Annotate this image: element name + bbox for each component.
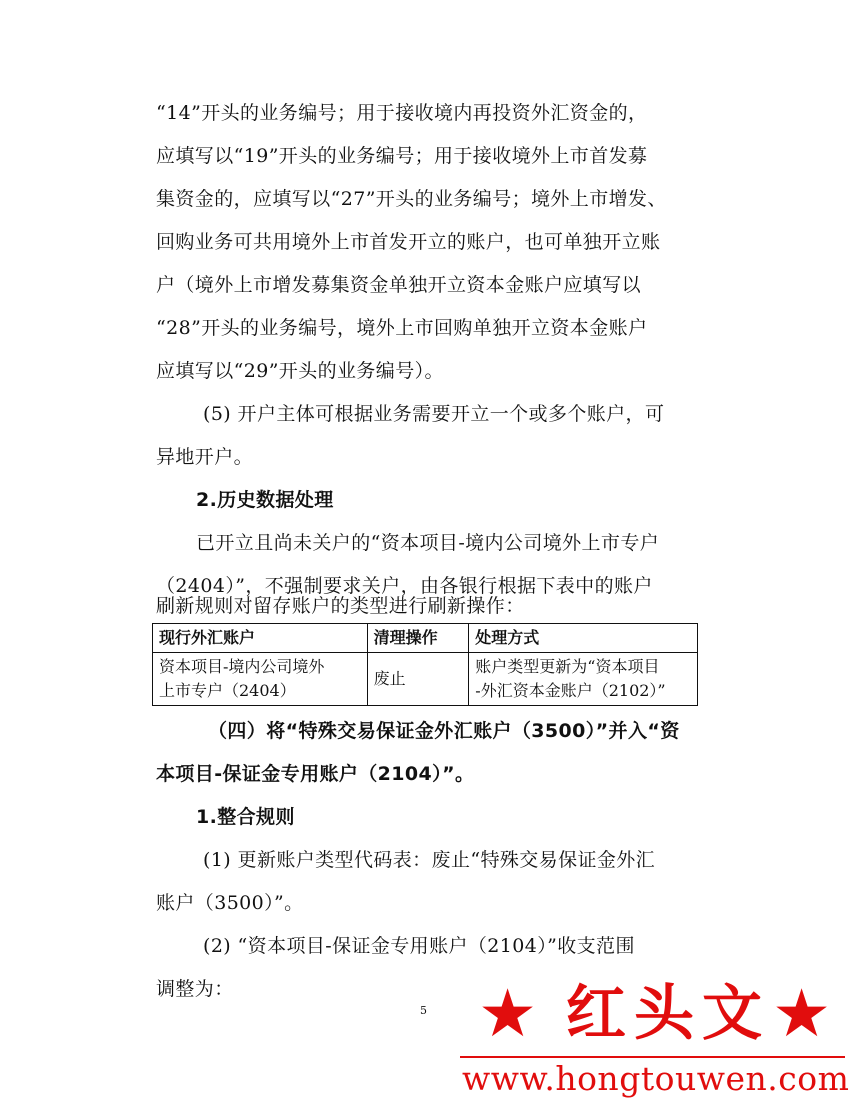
body-line-1: “14”开头的业务编号；用于接收境内再投资外汇资金的， [156, 102, 648, 124]
history-line-1: 已开立且尚未关户的“资本项目-境内公司境外上市专户 [196, 532, 660, 554]
table-header-cleanup-operation: 清理操作 [367, 624, 469, 653]
table-header-processing-method: 处理方式 [469, 624, 698, 653]
heading-history: 2.历史数据处理 [196, 489, 334, 511]
body-line-3: 集资金的，应填写以“27”开头的业务编号；境外上市增发、 [156, 188, 667, 210]
rule-line-4: 调整为： [156, 978, 234, 1000]
page-number: 5 [420, 1004, 427, 1017]
body-line-7: 应填写以“29”开头的业务编号）。 [156, 360, 444, 382]
body-line-6: “28”开头的业务编号，境外上市回购单独开立资本金账户 [156, 317, 648, 339]
watermark-url: www.hongtouwen.com [462, 1059, 850, 1098]
table-header-current-account: 现行外汇账户 [153, 624, 368, 653]
table-cell-operation: 废止 [367, 653, 469, 706]
section-title-line-2: 本项目-保证金专用账户（2104）”。 [156, 763, 475, 785]
body-line-4: 回购业务可共用境外上市首发开立的账户，也可单独开立账 [156, 231, 661, 253]
star-icon: ★ [772, 975, 832, 1052]
table-cell-method-line-2: -外汇资本金账户（2102）” [475, 681, 666, 700]
rule-line-1: (1) 更新账户类型代码表：废止“特殊交易保证金外汇 [203, 849, 656, 871]
table-header-row [153, 624, 698, 653]
table-cell-method [469, 653, 698, 706]
body-line-2: 应填写以“19”开头的业务编号；用于接收境外上市首发募 [156, 145, 648, 167]
watermark-divider [460, 1056, 845, 1058]
table-cell-account-line-1: 资本项目-境内公司境外 [159, 657, 325, 676]
rule-line-2: 账户（3500）”。 [156, 892, 304, 914]
table-cell-account-line-2: 上市专户（2404） [159, 681, 296, 700]
watermark-title: 红头文 [566, 979, 770, 1049]
history-line-2: （2404）”，不强制要求关户，由各银行根据下表中的账户 [156, 575, 653, 597]
table-row [153, 653, 698, 706]
account-table [152, 623, 698, 706]
body-line-8: (5) 开户主体可根据业务需要开立一个或多个账户，可 [203, 403, 665, 425]
section-title-line-1: （四）将“特殊交易保证金外汇账户（3500）”并入“资 [208, 720, 680, 742]
history-line-3: 刷新规则对留存账户的类型进行刷新操作： [156, 595, 525, 617]
star-icon: ★ [478, 975, 538, 1052]
heading-rules: 1.整合规则 [196, 806, 295, 828]
rule-line-3: (2) “资本项目-保证金专用账户（2104）”收支范围 [203, 935, 635, 957]
table-cell-method-line-1: 账户类型更新为“资本项目 [475, 657, 660, 676]
body-line-9: 异地开户。 [156, 446, 254, 468]
body-line-5: 户（境外上市增发募集资金单独开立资本金账户应填写以 [156, 274, 642, 296]
watermark-logo [478, 975, 840, 1052]
table-cell-account [153, 653, 368, 706]
